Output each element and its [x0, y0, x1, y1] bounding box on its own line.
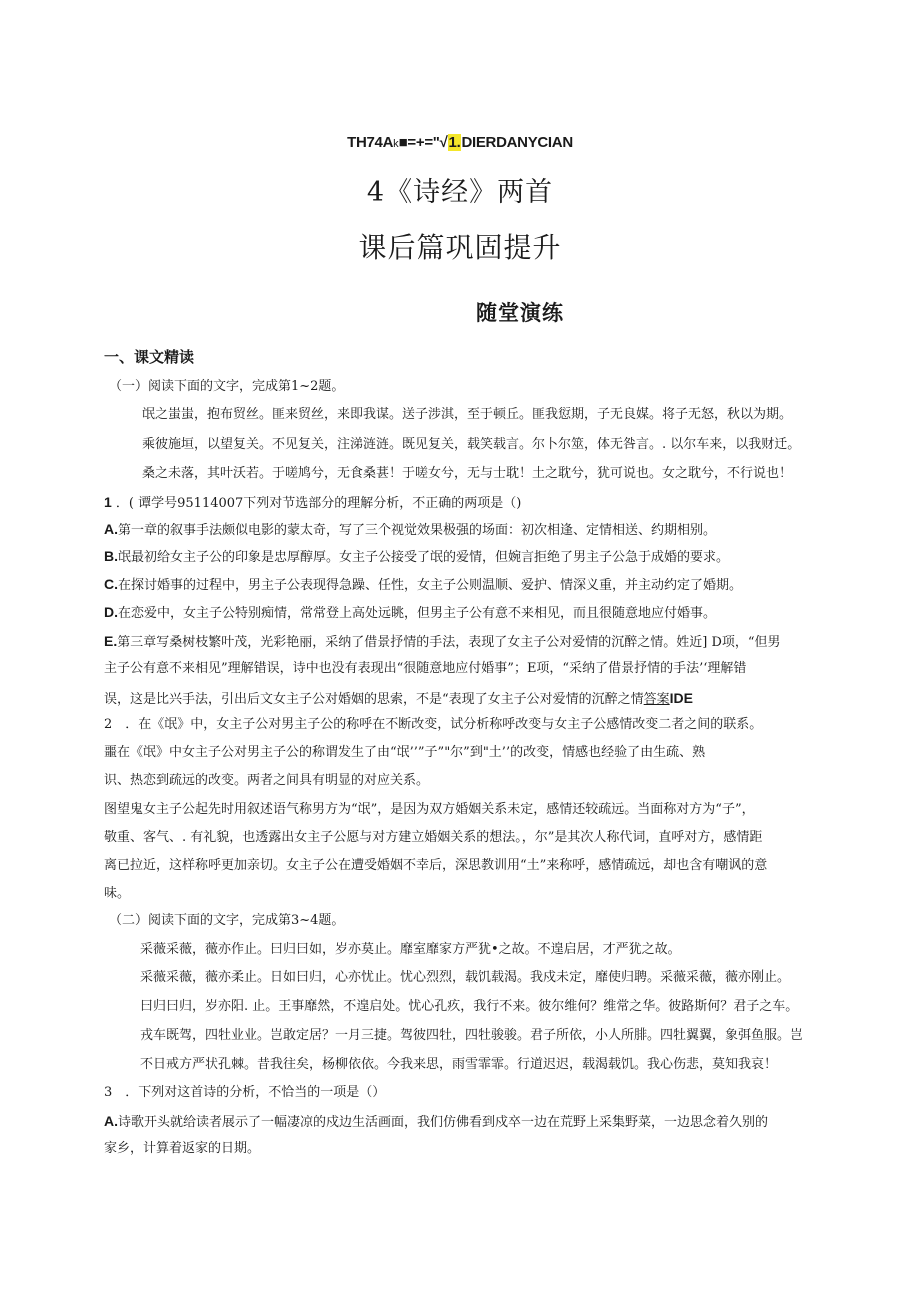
poem1-line: 氓之蚩蚩，抱布贸丝。匪来贸丝，来即我谋。送子涉淇，至于顿丘。匪我愆期，子无良媒。将子无怒，秋以为期。 [142, 407, 793, 422]
poem2-line: 曰归曰归，岁亦阳. 止。王事靡然，不遑启处。忧心孔疚，我行不来。彼尔维何？维常之华。彼路斯何？君子之车。 [140, 999, 799, 1014]
option-text: 在恋爱中，女主子公特别痴情，常常登上高处远眺，但男主子公有意不来相见，而且很随意地应付婚事。 [118, 606, 717, 621]
explanation-line: 敬重、客气、. 有礼貌，也透露出女主子公愿与对方建立婚姻关系的想法。，尔”是其次人称代词，直呼对方，感情距 [104, 830, 763, 845]
answer-line: 识、热恋到疏远的改变。两者之间具有明显的对应关系。 [104, 773, 430, 788]
option-c [104, 575, 742, 595]
option-a [104, 520, 716, 540]
section-heading: 一、课文精读 [104, 348, 195, 366]
option-b [104, 547, 729, 567]
answer-line: 噩在《氓》中女主子公对男主子公的称谓发生了由“氓’’”子”"尔”到"土’’的改变，情感也经验了由生疏、熟 [104, 745, 706, 760]
option-text: 诗歌开头就给读者展示了一幅凄凉的戍边生活画面，我们仿佛看到戍卒一边在荒野上采集野菜，一边思念着久别的 [118, 1115, 769, 1130]
option-text: 氓最初给女主子公的印象是忠厚醇厚。女主子公接受了氓的爱情，但婉言拒绝了男主子公急于成婚的要求。 [118, 550, 730, 565]
option-letter: A. [104, 1113, 118, 1129]
option-text: 在探讨婚事的过程中，男主子公表现得急躁、任性，女主子公则温顺、爱护、情深义重，并主动约定了婚期。 [118, 578, 743, 593]
option-a-continued: 家乡，计算着返家的日期。 [104, 1141, 261, 1156]
option-letter: A. [104, 521, 118, 537]
header-code-highlight: 1. [448, 134, 461, 151]
lesson-title: 4《诗经》两首 [366, 177, 554, 208]
poem2-line: 不日戒方严状孔棘。昔我往矣，杨柳依依。今我来思，雨雪霏霏。行道迟迟，载渴载饥。我心伤悲，莫知我哀！ [140, 1057, 778, 1072]
question-1-stem [104, 493, 521, 513]
header-code-prefix: TH74A [347, 134, 394, 151]
question-3-stem: 3 ．下列对这首诗的分析，不恰当的一项是（） [104, 1085, 386, 1100]
part2-intro: （二）阅读下面的文字，完成第3~4题。 [109, 913, 345, 928]
explanation-text: 误，这是比兴手法，引出后文女主子公对婚姻的思索，不是“表现了女主子公对爱情的沉醉之情 [104, 692, 644, 707]
explanation-line: 味。 [104, 886, 131, 901]
header-code-middle: ■=+="√ [398, 134, 448, 151]
option-letter: E. [104, 633, 118, 649]
answer-link[interactable]: 答案 [643, 692, 670, 707]
option-e [104, 632, 781, 652]
question-text: ．( 谭学号95114007下列对节选部分的理解分析，不正确的两项是（) [111, 496, 522, 511]
part1-intro: （一）阅读下面的文字，完成第1~2题。 [109, 379, 345, 394]
explanation-line [104, 689, 693, 709]
option-text: 第一章的叙事手法颇似电影的蒙太奇，写了三个视觉效果极强的场面：初次相逢、定情相送、约期相别。 [118, 523, 717, 538]
option-letter: C. [104, 576, 118, 592]
header-code-k: k [393, 138, 399, 150]
poem2-line: 采薇采薇，薇亦作止。曰归曰如，岁亦莫止。靡室靡家方严犹•之故。不遑启居，才严犹之故。 [140, 942, 681, 957]
header-code [0, 134, 920, 151]
sub-title: 课后篇巩固提升 [358, 231, 562, 264]
header-code-suffix: DIERDANYCIAN [461, 134, 573, 151]
option-a [104, 1112, 768, 1132]
poem2-line: 采薇采薇，薇亦柔止。日如曰归，心亦忧止。忧心烈烈，载饥载渴。我戍未定，靡使归聘。采薇采薇，薇亦刚止。 [140, 970, 791, 985]
poem1-line: 桑之未落，其叶沃若。于嗟鸠兮，无食桑葚！于嗟女兮，无与士耽！土之耽兮，犹可说也。女之耽兮，不行说也！ [142, 466, 793, 481]
practice-title: 随堂演练 [476, 301, 564, 325]
poem1-line: 乘彼施垣，以望复关。不见复关，注涕涟涟。既见复关，载笑载言。尔卜尔筮，体无咎言。. 以尔车来，以我财迁。 [142, 437, 801, 452]
question-2-stem: 2 ．在《氓》中，女主子公对男主子公的称呼在不断改变，试分析称呼改变与女主子公感情改变二者之间的联系。 [104, 717, 763, 732]
option-letter: B. [104, 548, 118, 564]
poem2-line: 戎车既驾，四牡业业。岂敢定居？一月三捷。驾彼四牡，四牡骏骏。君子所依，小人所腓。四牡翼翼，象弭鱼服。岂 [140, 1028, 804, 1043]
answer-value: IDE [669, 690, 694, 706]
option-d [104, 603, 716, 623]
explanation-line: 离已拉近，这样称呼更加亲切。女主子公在遭受婚姻不幸后，深思教训用“土”来称呼，感情疏远，却也含有嘲讽的意 [104, 858, 768, 873]
option-text: 第三章写桑树枝繁叶茂，光彩艳丽，采纳了借景抒情的手法，表现了女主子公对爱情的沉醉之情。姓近] D项，“但男 [117, 635, 781, 650]
option-letter: D. [104, 604, 118, 620]
explanation-line: 图望鬼女主子公起先时用叙述语气称男方为“氓”，是因为双方婚姻关系未定，感情还较疏远。当面称对方为“子”， [104, 802, 755, 817]
explanation-line: 主子公有意不来相见”理解错误，诗中也没有表现出“很随意地应付婚事”；E项，“采纳了借景抒情的手法’‘理解错 [104, 661, 747, 676]
question-number: 1 [104, 494, 112, 510]
